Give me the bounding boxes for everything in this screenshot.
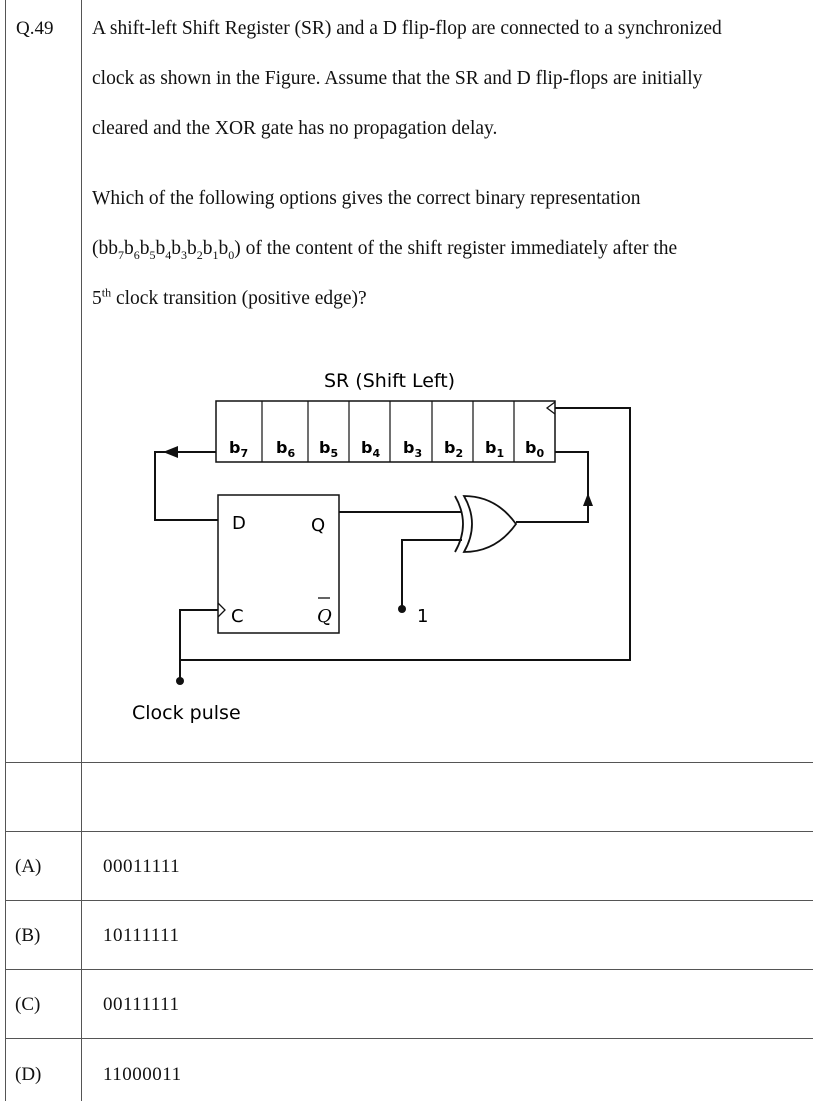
sr-bit-label-b4: $b_4$ (361, 438, 381, 460)
para2-line1: Which of the following options gives the correct binary representation (92, 188, 641, 209)
sr-bit-label-b0: $b_0$ (525, 438, 545, 460)
sr-bit-label-b7: $b_7$ (229, 438, 249, 460)
clock-dot (176, 677, 184, 685)
shift-register-box (216, 401, 555, 462)
option-a-label: (A) (15, 856, 42, 877)
option-d-label: (D) (15, 1064, 42, 1085)
sr-bit-labels (229, 438, 544, 460)
ff-q-label: Q (311, 515, 326, 536)
para1-line1: A shift-left Shift Register (SR) and a D flip-flop are connected to a synchronized (92, 18, 722, 39)
sr-clock-triangle (547, 402, 555, 414)
ff-qbar-label: Q (317, 606, 332, 627)
clock-pulse-label: Clock pulse (132, 702, 241, 724)
option-a-value: 00011111 (103, 856, 181, 877)
arrowhead-left (163, 446, 178, 458)
bit-sequence: $b_7b_6b_5b_4b_3b_2b_1b_0$ (108, 238, 235, 262)
const-dot (398, 605, 406, 613)
ff-clock-triangle (218, 603, 225, 617)
sr-title: SR (Shift Left) (324, 370, 456, 392)
sr-bit-label-b2: $b_2$ (444, 438, 464, 460)
clock-wire-to-ff (180, 610, 218, 660)
wire-b7-to-d (155, 452, 218, 520)
question-number: Q.49 (16, 18, 54, 39)
const-one-label: 1 (417, 606, 429, 627)
option-b-label: (B) (15, 925, 41, 946)
sr-bit-label-b3: $b_3$ (403, 438, 423, 460)
para2-line3: 5th clock transition (positive edge)? (92, 285, 367, 309)
sr-bit-label-b1: $b_1$ (485, 438, 505, 460)
para1-line3: cleared and the XOR gate has no propagation delay. (92, 118, 498, 139)
ff-d-label: D (232, 513, 246, 534)
para2-line2: $(bb_7b_6b_5b_4b_3b_2b_1b_0)$ of the content of the shift register immediately after the (92, 238, 678, 262)
sr-bit-label-b6: $b_6$ (276, 438, 296, 460)
wire-const-to-xor (402, 540, 462, 608)
option-d-value: 11000011 (103, 1064, 182, 1085)
ff-c-label: C (231, 606, 244, 627)
arrowhead-up (583, 493, 593, 506)
option-c-value: 00111111 (103, 994, 180, 1015)
para1-line2: clock as shown in the Figure. Assume that the SR and D flip-flops are initially (92, 68, 703, 89)
xor-gate-input-curve (455, 496, 463, 552)
option-c-label: (C) (15, 994, 41, 1015)
xor-gate (464, 496, 516, 552)
sr-bit-label-b5: $b_5$ (319, 438, 339, 460)
option-b-value: 10111111 (103, 925, 180, 946)
